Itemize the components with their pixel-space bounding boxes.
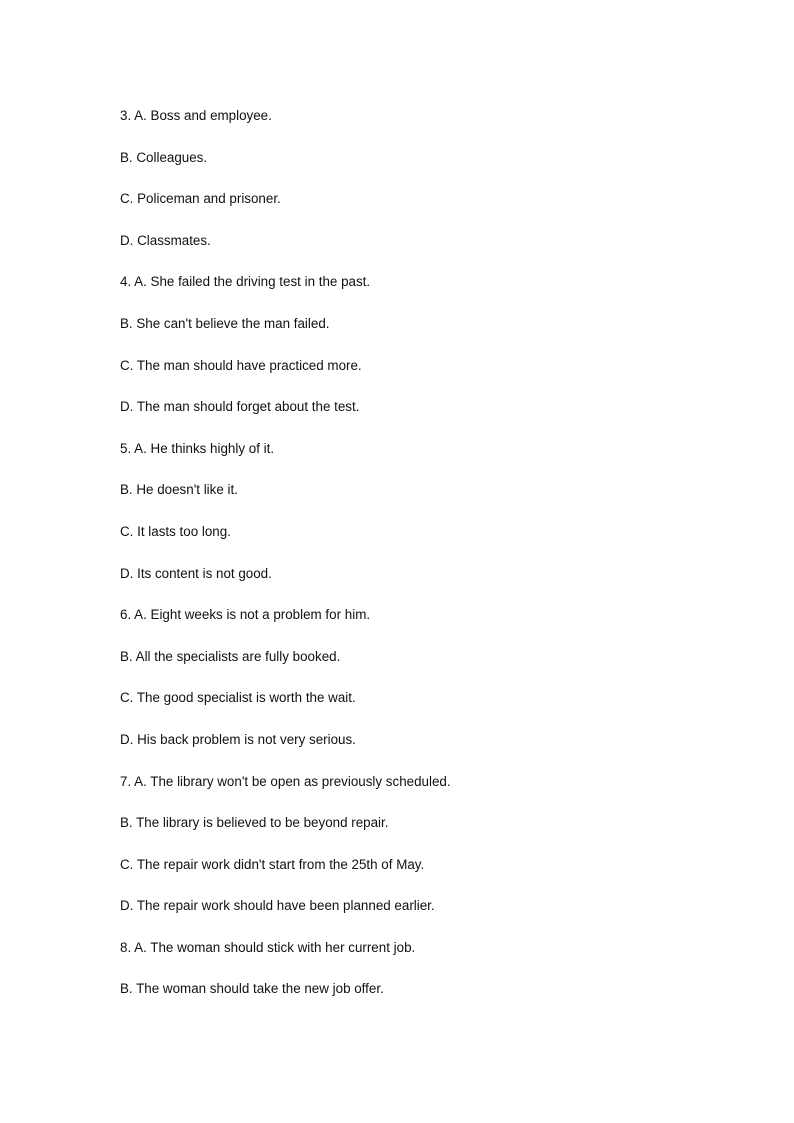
q7-option-c: C. The repair work didn't start from the 25th of May. [120,856,425,872]
q6-option-b: B. All the specialists are fully booked. [120,648,341,664]
q4-option-c: C. The man should have practiced more. [120,357,362,373]
q3-option-d: D. Classmates. [120,232,211,248]
q5-option-c: C. It lasts too long. [120,523,231,539]
q3-option-c: C. Policeman and prisoner. [120,191,281,207]
q4-option-a: 4. A. She failed the driving test in the past. [120,274,371,290]
q5-option-b: B. He doesn't like it. [120,482,238,498]
question-list [120,106,740,1021]
q3-option-b: B. Colleagues. [120,149,208,165]
q5-option-d: D. Its content is not good. [120,565,272,581]
q8-option-b: B. The woman should take the new job offer. [120,981,384,997]
q7-option-a: 7. A. The library won't be open as previously scheduled. [120,773,451,789]
q6-option-c: C. The good specialist is worth the wait. [120,690,356,706]
q7-option-d: D. The repair work should have been planned earlier. [120,898,435,914]
q4-option-d: D. The man should forget about the test. [120,399,360,415]
q4-option-b: B. She can't believe the man failed. [120,315,330,331]
q7-option-b: B. The library is believed to be beyond repair. [120,815,389,831]
q3-option-a: 3. A. Boss and employee. [120,108,272,123]
q6-option-d: D. His back problem is not very serious. [120,731,356,747]
q8-option-a: 8. A. The woman should stick with her current job. [120,939,416,955]
q5-option-a: 5. A. He thinks highly of it. [120,440,275,456]
q6-option-a: 6. A. Eight weeks is not a problem for him. [120,607,371,623]
